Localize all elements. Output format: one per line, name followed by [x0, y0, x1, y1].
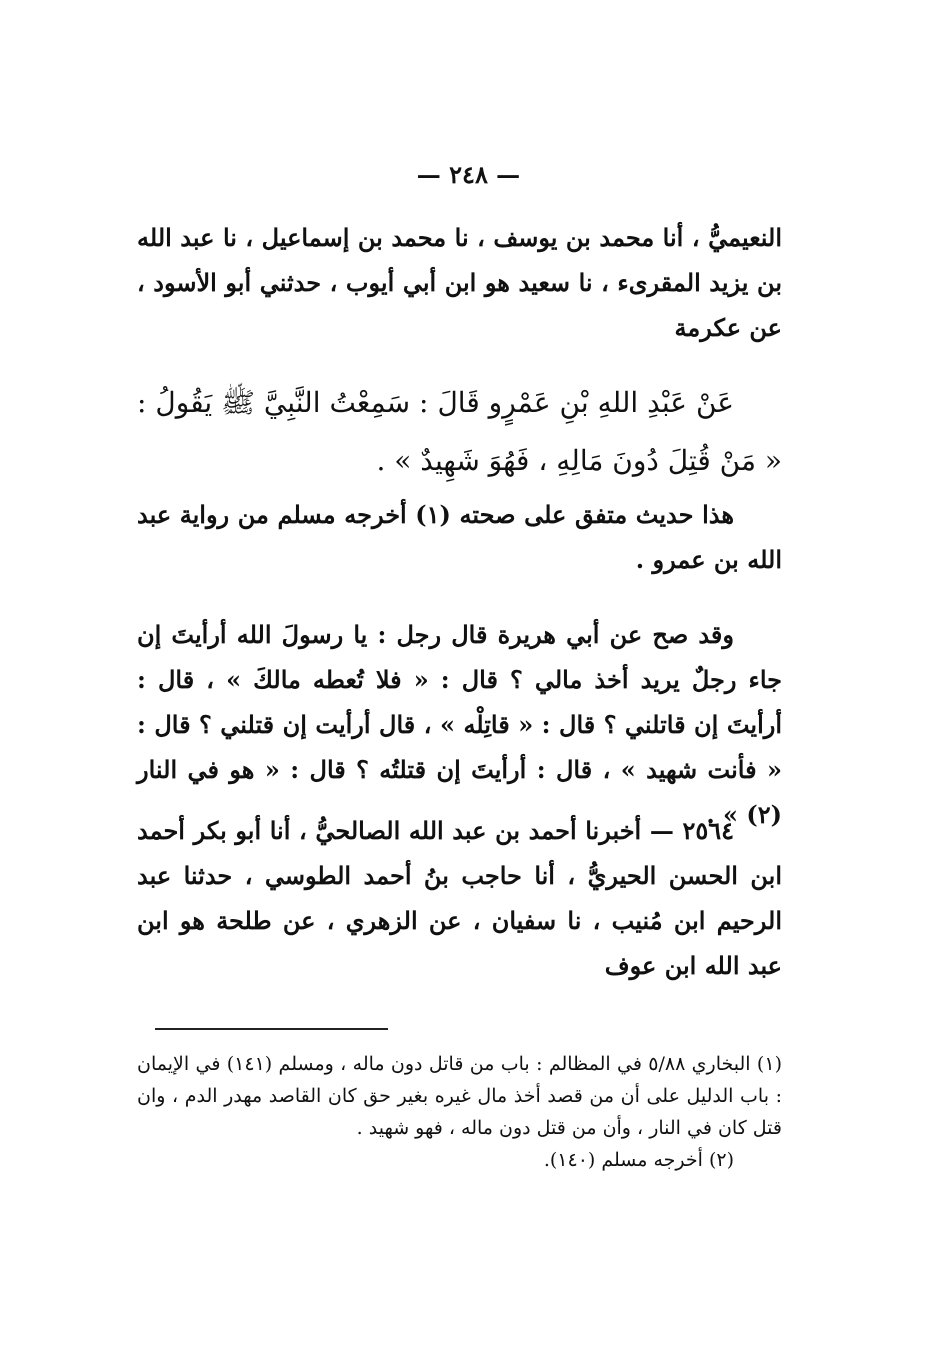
footnote-1: (١) البخاري ٥/٨٨ في المظالم : باب من قاتل دون ماله ، ومسلم (١٤١) في الإيمان : باب الدليل على أن من قصد أخذ مال غيره بغير حق كان القاصد مهدر الدم ، وان قتل كان في النار ، وأن من قتل دون ماله ، فهو شهيد .: [137, 1053, 782, 1139]
footnotes: [137, 1048, 782, 1176]
isnad-paragraph-2: ٢٥٦٤ — أخبرنا أحمد بن عبد الله الصالحيُّ ، أنا أبو بكر أحمد ابن الحسن الحيريُّ ، أنا حاجب بنُ أحمد الطوسي ، حدثنا عبد الرحيم ابن مُنيب ، نا سفيان ، عن الزهري ، عن طلحة هو ابن عبد الله ابن عوف: [137, 816, 782, 980]
footnote-divider: [155, 1028, 388, 1030]
hadith-text: عَنْ عَبْدِ اللهِ بْنِ عَمْرٍو قَالَ : سَمِعْتُ النَّبِيَّ ﷺ يَقُولُ : « مَنْ قُتِلَ دُونَ مَالِهِ ، فَهُوَ شَهِيدٌ » .: [137, 386, 782, 477]
commentary-paragraph-2: وقد صح عن أبي هريرة قال رجل : يا رسولَ الله أرأيتَ إن جاء رجلٌ يريد أخذ مالي ؟ قال : « فلا تُعطه مالكَ » ، قال : أرأيتَ إن قاتلني ؟ قال : « قاتِلْه » ، قال أرأيت إن قتلني ؟ قال : « فأنت شهيد » ، قال : أرأيتَ إن قتلتُه ؟ قال : « هو في النار (٢) » .: [137, 620, 782, 829]
footnote-2: (٢) أخرجه مسلم (١٤٠).: [543, 1149, 734, 1171]
commentary-paragraph-1: هذا حديث متفق على صحته (١) أخرجه مسلم من رواية عبد الله بن عمرو .: [137, 500, 782, 574]
page-number: — ٢٤٨ —: [416, 160, 521, 189]
isnad-paragraph-1: النعيميُّ ، أنا محمد بن يوسف ، نا محمد بن إسماعيل ، نا عبد الله بن يزيد المقرىء ، نا سعيد هو ابن أبي أيوب ، حدثني أبو الأسود ، عن عكرمة: [137, 223, 782, 342]
